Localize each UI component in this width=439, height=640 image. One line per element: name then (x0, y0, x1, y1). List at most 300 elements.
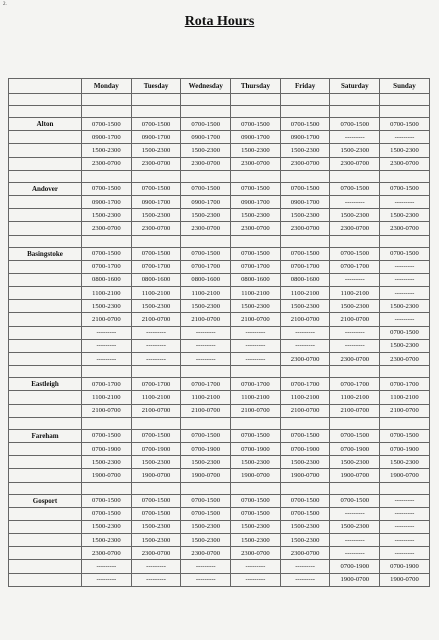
shift-cell: 0700-1500 (231, 182, 281, 195)
empty-cell (9, 94, 82, 106)
shift-cell: 1100-2100 (181, 391, 231, 404)
shift-cell: 0700-1900 (131, 442, 181, 455)
shift-cell: 0900-1700 (82, 131, 132, 144)
shift-cell: 1500-2300 (380, 456, 430, 469)
empty-cell (380, 482, 430, 494)
shift-cell: 0700-1900 (380, 560, 430, 573)
shift-cell: 1500-2300 (280, 209, 330, 222)
empty-cell (9, 106, 82, 118)
shift-cell: 0700-1500 (131, 494, 181, 507)
shift-cell: 2300-0700 (181, 157, 231, 170)
shift-cell: 0900-1700 (280, 131, 330, 144)
shift-cell: 1500-2300 (330, 520, 380, 533)
shift-cell: 2300-0700 (280, 353, 330, 366)
location-cell (9, 520, 82, 533)
rota-table (8, 78, 430, 587)
shift-cell: --------- (131, 326, 181, 339)
shift-cell: 1900-0700 (380, 469, 430, 482)
table-row (9, 560, 430, 573)
table-row (9, 339, 430, 352)
empty-cell (9, 482, 82, 494)
empty-cell (131, 170, 181, 182)
page-title: Rota Hours (184, 14, 255, 29)
shift-cell: 0700-1500 (181, 507, 231, 520)
empty-cell (380, 170, 430, 182)
shift-cell: 0700-1500 (181, 247, 231, 260)
empty-cell (181, 417, 231, 429)
empty-cell (231, 94, 281, 106)
empty-cell (131, 106, 181, 118)
shift-cell: 0700-1700 (181, 260, 231, 273)
location-cell (9, 144, 82, 157)
shift-cell: 2300-0700 (330, 157, 380, 170)
shift-cell: 0700-1900 (280, 442, 330, 455)
shift-cell: --------- (181, 339, 231, 352)
table-row (9, 520, 430, 533)
shift-cell: 1900-0700 (181, 469, 231, 482)
shift-cell: 1500-2300 (280, 534, 330, 547)
shift-cell: 2300-0700 (280, 222, 330, 235)
location-cell (9, 131, 82, 144)
shift-cell: 1500-2300 (380, 300, 430, 313)
empty-cell (82, 94, 132, 106)
empty-cell (131, 235, 181, 247)
spacer-row (9, 106, 430, 118)
shift-cell: --------- (330, 273, 380, 286)
shift-cell: 0700-1500 (330, 429, 380, 442)
location-name: Alton (9, 118, 82, 131)
shift-cell: 0700-1500 (231, 507, 281, 520)
empty-cell (380, 235, 430, 247)
location-cell (9, 339, 82, 352)
shift-cell: 2300-0700 (82, 547, 132, 560)
shift-cell: 2300-0700 (131, 157, 181, 170)
shift-cell: 0900-1700 (131, 131, 181, 144)
location-cell (9, 442, 82, 455)
shift-cell: 1100-2100 (231, 391, 281, 404)
shift-cell: 0700-1500 (280, 494, 330, 507)
shift-cell: 0700-1500 (82, 494, 132, 507)
shift-cell: 1900-0700 (231, 469, 281, 482)
shift-cell: --------- (330, 507, 380, 520)
empty-cell (330, 106, 380, 118)
shift-cell: 1500-2300 (231, 534, 281, 547)
shift-cell: 0900-1700 (181, 195, 231, 208)
empty-cell (280, 94, 330, 106)
location-name: Fareham (9, 429, 82, 442)
shift-cell: --------- (380, 260, 430, 273)
table-row (9, 300, 430, 313)
shift-cell: 2100-0700 (231, 313, 281, 326)
table-row (9, 547, 430, 560)
shift-cell: 1500-2300 (380, 209, 430, 222)
empty-cell (231, 417, 281, 429)
location-cell (9, 273, 82, 286)
empty-cell (181, 170, 231, 182)
shift-cell: 1100-2100 (82, 391, 132, 404)
empty-cell (330, 366, 380, 378)
shift-cell: 1500-2300 (280, 520, 330, 533)
shift-cell: 0700-1500 (330, 494, 380, 507)
shift-cell: --------- (82, 560, 132, 573)
shift-cell: 1900-0700 (82, 469, 132, 482)
empty-cell (330, 235, 380, 247)
empty-cell (181, 106, 231, 118)
table-row (9, 209, 430, 222)
shift-cell: 0700-1900 (231, 442, 281, 455)
empty-cell (231, 106, 281, 118)
empty-cell (380, 94, 430, 106)
location-cell (9, 534, 82, 547)
shift-cell: 0700-1500 (330, 118, 380, 131)
shift-cell: 1500-2300 (181, 144, 231, 157)
shift-cell: 2300-0700 (181, 547, 231, 560)
shift-cell: --------- (280, 326, 330, 339)
empty-cell (9, 366, 82, 378)
shift-cell: 1500-2300 (82, 534, 132, 547)
shift-cell: 2300-0700 (231, 157, 281, 170)
shift-cell: 1500-2300 (231, 144, 281, 157)
spacer-row (9, 417, 430, 429)
shift-cell: 0700-1500 (380, 182, 430, 195)
empty-cell (280, 417, 330, 429)
table-row (9, 131, 430, 144)
shift-cell: 0700-1700 (330, 260, 380, 273)
day-header: Thursday (231, 79, 281, 94)
location-cell (9, 157, 82, 170)
shift-cell: 2100-0700 (131, 404, 181, 417)
shift-cell: 0700-1700 (280, 378, 330, 391)
shift-cell: 2100-0700 (231, 404, 281, 417)
shift-cell: 0700-1500 (280, 507, 330, 520)
shift-cell: --------- (330, 547, 380, 560)
location-cell (9, 547, 82, 560)
shift-cell: 0700-1500 (330, 247, 380, 260)
rota-body (9, 94, 430, 587)
table-row (9, 260, 430, 273)
location-cell (9, 260, 82, 273)
shift-cell: 1500-2300 (82, 144, 132, 157)
shift-cell: 0700-1900 (181, 442, 231, 455)
shift-cell: 2300-0700 (380, 353, 430, 366)
shift-cell: --------- (330, 131, 380, 144)
table-row (9, 287, 430, 300)
day-header: Tuesday (131, 79, 181, 94)
shift-cell: --------- (280, 560, 330, 573)
table-row (9, 273, 430, 286)
table-row (9, 391, 430, 404)
shift-cell: 0700-1500 (131, 429, 181, 442)
location-cell (9, 209, 82, 222)
location-name: Andover (9, 182, 82, 195)
empty-cell (280, 235, 330, 247)
shift-cell: 0800-1600 (231, 273, 281, 286)
location-name: Eastleigh (9, 378, 82, 391)
shift-cell: 1500-2300 (131, 300, 181, 313)
shift-cell: 0900-1700 (231, 131, 281, 144)
shift-cell: 0700-1500 (181, 118, 231, 131)
shift-cell: 0700-1500 (231, 118, 281, 131)
shift-cell: 0700-1500 (82, 247, 132, 260)
shift-cell: 0700-1500 (280, 429, 330, 442)
empty-cell (330, 94, 380, 106)
shift-cell: 0700-1700 (131, 260, 181, 273)
shift-cell: 0700-1900 (82, 442, 132, 455)
table-row (9, 313, 430, 326)
shift-cell: 1500-2300 (181, 456, 231, 469)
table-row (9, 247, 430, 260)
shift-cell: 1500-2300 (82, 209, 132, 222)
table-row (9, 326, 430, 339)
shift-cell: 0700-1700 (181, 378, 231, 391)
location-cell (9, 222, 82, 235)
empty-cell (231, 482, 281, 494)
empty-cell (330, 417, 380, 429)
header-corner-cell (9, 79, 82, 94)
empty-cell (82, 170, 132, 182)
shift-cell: --------- (330, 195, 380, 208)
shift-cell: 2300-0700 (380, 157, 430, 170)
shift-cell: --------- (330, 339, 380, 352)
empty-cell (181, 366, 231, 378)
location-cell (9, 300, 82, 313)
empty-cell (280, 170, 330, 182)
shift-cell: 0700-1500 (380, 326, 430, 339)
shift-cell: --------- (380, 507, 430, 520)
shift-cell: 2300-0700 (82, 222, 132, 235)
shift-cell: 0700-1500 (131, 507, 181, 520)
shift-cell: 0700-1500 (231, 494, 281, 507)
table-row (9, 507, 430, 520)
shift-cell: 1500-2300 (380, 339, 430, 352)
shift-cell: --------- (231, 560, 281, 573)
shift-cell: 2300-0700 (330, 353, 380, 366)
empty-cell (231, 366, 281, 378)
shift-cell: 1500-2300 (280, 300, 330, 313)
location-name: Basingstoke (9, 247, 82, 260)
spacer-row (9, 366, 430, 378)
shift-cell: 1500-2300 (280, 144, 330, 157)
shift-cell: 1500-2300 (131, 144, 181, 157)
shift-cell: 0700-1700 (231, 378, 281, 391)
spacer-row (9, 235, 430, 247)
shift-cell: 1900-0700 (380, 573, 430, 586)
shift-cell: 0700-1500 (181, 494, 231, 507)
shift-cell: 2100-0700 (181, 313, 231, 326)
shift-cell: --------- (380, 131, 430, 144)
shift-cell: 0900-1700 (231, 195, 281, 208)
shift-cell: 2100-0700 (380, 404, 430, 417)
empty-cell (9, 417, 82, 429)
shift-cell: 0700-1500 (82, 429, 132, 442)
shift-cell: 2100-0700 (181, 404, 231, 417)
shift-cell: 1100-2100 (380, 391, 430, 404)
location-cell (9, 326, 82, 339)
shift-cell: 1100-2100 (280, 391, 330, 404)
shift-cell: --------- (380, 494, 430, 507)
shift-cell: --------- (82, 353, 132, 366)
shift-cell: 1500-2300 (131, 534, 181, 547)
shift-cell: 2100-0700 (82, 404, 132, 417)
shift-cell: 0800-1600 (181, 273, 231, 286)
shift-cell: 1500-2300 (231, 456, 281, 469)
shift-cell: --------- (131, 560, 181, 573)
location-cell (9, 456, 82, 469)
shift-cell: 1500-2300 (330, 144, 380, 157)
shift-cell: --------- (231, 573, 281, 586)
shift-cell: 0900-1700 (82, 195, 132, 208)
shift-cell: 0700-1500 (82, 118, 132, 131)
shift-cell: --------- (82, 339, 132, 352)
shift-cell: 1500-2300 (181, 534, 231, 547)
shift-cell: --------- (380, 313, 430, 326)
shift-cell: 1100-2100 (231, 287, 281, 300)
day-header: Sunday (380, 79, 430, 94)
shift-cell: --------- (82, 573, 132, 586)
day-header: Wednesday (181, 79, 231, 94)
shift-cell: 2100-0700 (330, 404, 380, 417)
shift-cell: 0700-1500 (181, 429, 231, 442)
shift-cell: --------- (280, 573, 330, 586)
empty-cell (82, 366, 132, 378)
shift-cell: 0700-1700 (330, 378, 380, 391)
shift-cell: --------- (181, 353, 231, 366)
empty-cell (9, 235, 82, 247)
shift-cell: 1500-2300 (380, 144, 430, 157)
shift-cell: 2300-0700 (231, 222, 281, 235)
empty-cell (131, 482, 181, 494)
location-cell (9, 404, 82, 417)
shift-cell: --------- (280, 339, 330, 352)
shift-cell: 1500-2300 (231, 300, 281, 313)
shift-cell: 0700-1500 (131, 247, 181, 260)
shift-cell: --------- (330, 534, 380, 547)
shift-cell: --------- (181, 326, 231, 339)
shift-cell: 1500-2300 (131, 520, 181, 533)
location-cell (9, 391, 82, 404)
shift-cell: 0700-1700 (82, 260, 132, 273)
shift-cell: 2300-0700 (280, 157, 330, 170)
page-number: 2. (3, 2, 7, 7)
shift-cell: --------- (380, 547, 430, 560)
location-cell (9, 195, 82, 208)
empty-cell (330, 170, 380, 182)
table-row (9, 442, 430, 455)
shift-cell: 2100-0700 (280, 313, 330, 326)
shift-cell: --------- (380, 195, 430, 208)
shift-cell: 1500-2300 (280, 456, 330, 469)
shift-cell: 1900-0700 (330, 469, 380, 482)
empty-cell (131, 94, 181, 106)
shift-cell: 0700-1500 (330, 182, 380, 195)
location-cell (9, 353, 82, 366)
table-row (9, 144, 430, 157)
table-row (9, 378, 430, 391)
shift-cell: 1500-2300 (181, 300, 231, 313)
shift-cell: 1500-2300 (131, 209, 181, 222)
location-cell (9, 560, 82, 573)
shift-cell: 0700-1500 (82, 182, 132, 195)
shift-cell: 2100-0700 (330, 313, 380, 326)
shift-cell: 2300-0700 (131, 547, 181, 560)
shift-cell: 1100-2100 (131, 391, 181, 404)
shift-cell: 0700-1500 (82, 507, 132, 520)
table-row (9, 222, 430, 235)
shift-cell: 0700-1900 (330, 560, 380, 573)
shift-cell: --------- (380, 534, 430, 547)
shift-cell: --------- (231, 326, 281, 339)
shift-cell: 0700-1700 (231, 260, 281, 273)
shift-cell: 0900-1700 (181, 131, 231, 144)
shift-cell: 1500-2300 (330, 209, 380, 222)
location-cell (9, 469, 82, 482)
shift-cell: --------- (231, 353, 281, 366)
empty-cell (231, 170, 281, 182)
shift-cell: 1500-2300 (82, 300, 132, 313)
shift-cell: 1100-2100 (181, 287, 231, 300)
spacer-row (9, 94, 430, 106)
empty-cell (181, 235, 231, 247)
shift-cell: 1900-0700 (330, 573, 380, 586)
shift-cell: --------- (131, 353, 181, 366)
shift-cell: 0800-1600 (82, 273, 132, 286)
location-cell (9, 573, 82, 586)
shift-cell: 0700-1700 (380, 378, 430, 391)
shift-cell: 0700-1500 (280, 247, 330, 260)
location-name: Gosport (9, 494, 82, 507)
shift-cell: 1100-2100 (82, 287, 132, 300)
shift-cell: 1500-2300 (131, 456, 181, 469)
table-row (9, 195, 430, 208)
shift-cell: --------- (131, 339, 181, 352)
shift-cell: 0700-1700 (82, 378, 132, 391)
empty-cell (82, 106, 132, 118)
shift-cell: 2300-0700 (181, 222, 231, 235)
empty-cell (380, 106, 430, 118)
empty-cell (131, 366, 181, 378)
empty-cell (231, 235, 281, 247)
header-row (9, 79, 430, 94)
empty-cell (380, 366, 430, 378)
empty-cell (82, 482, 132, 494)
shift-cell: 2300-0700 (380, 222, 430, 235)
shift-cell: 2300-0700 (280, 547, 330, 560)
day-header: Monday (82, 79, 132, 94)
shift-cell: 2300-0700 (231, 547, 281, 560)
shift-cell: --------- (181, 560, 231, 573)
shift-cell: --------- (380, 520, 430, 533)
empty-cell (181, 482, 231, 494)
shift-cell: 1500-2300 (82, 520, 132, 533)
shift-cell: 0700-1700 (131, 378, 181, 391)
shift-cell: --------- (380, 273, 430, 286)
shift-cell: 0700-1500 (280, 118, 330, 131)
shift-cell: 1500-2300 (181, 209, 231, 222)
shift-cell: --------- (131, 573, 181, 586)
shift-cell: 0700-1900 (330, 442, 380, 455)
shift-cell: 2300-0700 (131, 222, 181, 235)
shift-cell: --------- (82, 326, 132, 339)
shift-cell: 1100-2100 (330, 287, 380, 300)
shift-cell: 0700-1500 (280, 182, 330, 195)
shift-cell: 1500-2300 (82, 456, 132, 469)
shift-cell: 1500-2300 (231, 520, 281, 533)
empty-cell (280, 106, 330, 118)
empty-cell (280, 482, 330, 494)
table-row (9, 353, 430, 366)
empty-cell (330, 482, 380, 494)
shift-cell: 2100-0700 (82, 313, 132, 326)
